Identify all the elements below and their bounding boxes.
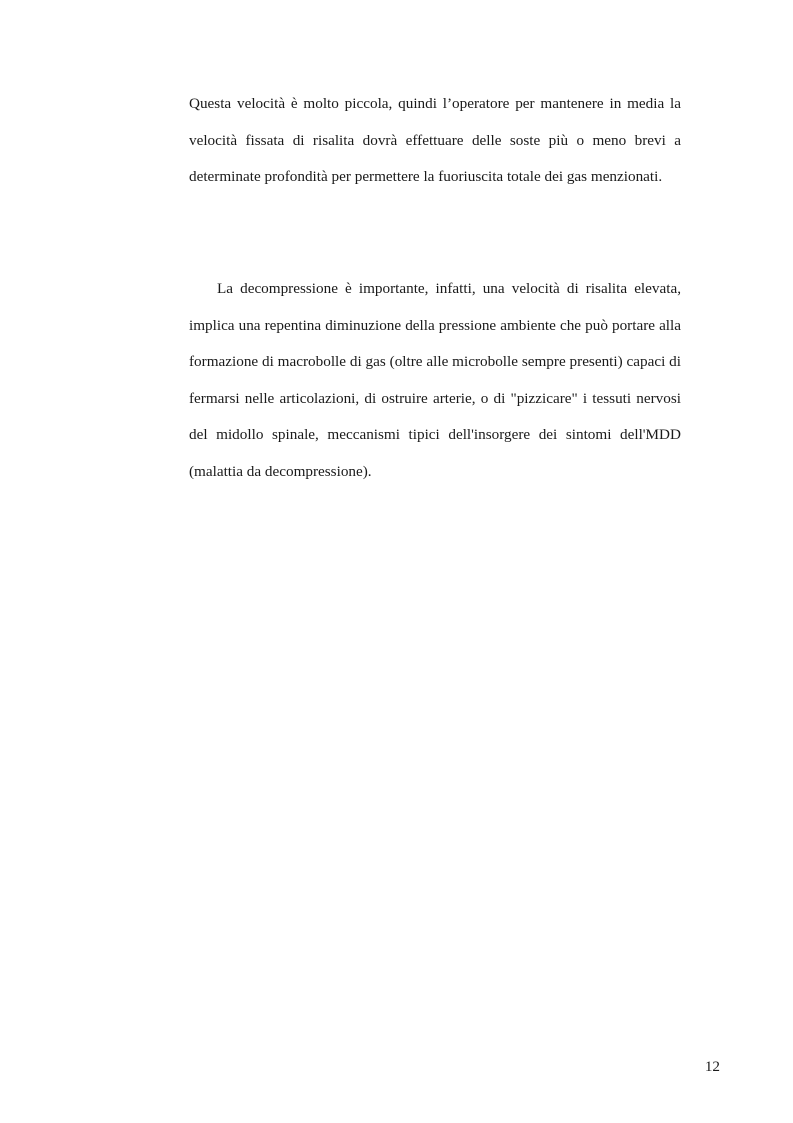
paragraph-ascent-speed: Questa velocità è molto piccola, quindi l’operatore per mantenere in media la velocità fissata di risalita dovrà effettuare delle soste più o meno brevi a determinate profondità per permettere la fuoriuscita totale dei gas menzionati. <box>189 95 681 186</box>
page-number: 12 <box>704 1058 720 1075</box>
paragraph-decompression: La decompressione è importante, infatti, una velocità di risalita elevata, implica una repentina diminuzione della pressione ambiente che può portare alla formazione di macrobolle di gas (oltre alle microbolle sempre presenti) capaci di fermarsi nelle articolazioni, di ostruire arterie, o di "pizzicare" i tessuti nervosi del midollo spinale, meccanismi tipici dell'insorgere dei sintomi dell'MDD (malattia da decompressione). <box>189 280 681 480</box>
